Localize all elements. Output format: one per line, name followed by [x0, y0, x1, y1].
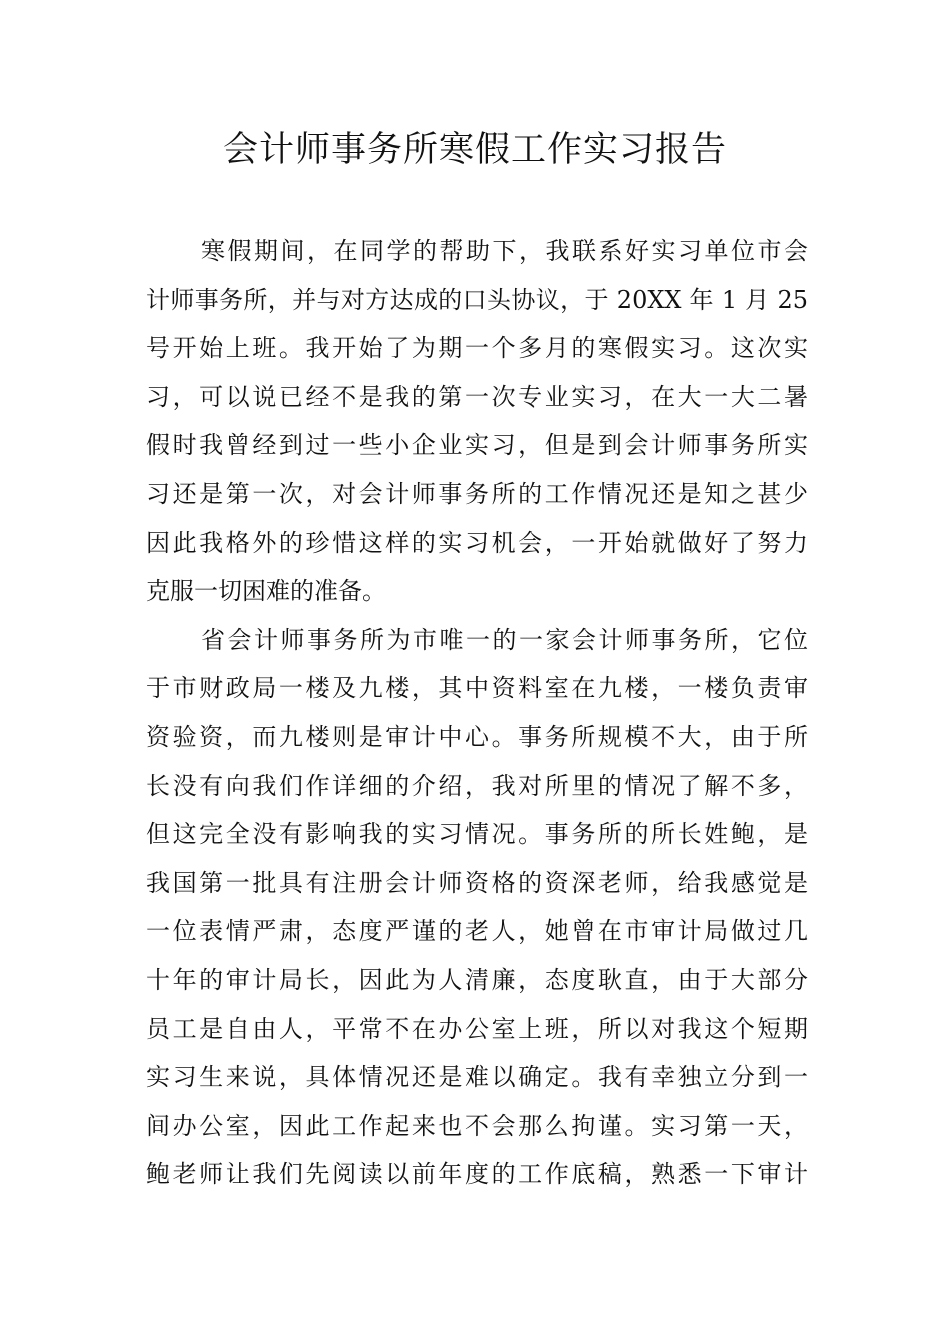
text-line: 于市财政局一楼及九楼，其中资料室在九楼，一楼负责审 — [146, 674, 808, 703]
text-line: 十年的审计局长，因此为人清廉，态度耿直，由于大部分 — [146, 965, 808, 994]
text-line: 长没有向我们作详细的介绍，我对所里的情况了解不多， — [146, 771, 808, 800]
paragraph-2 — [146, 616, 808, 1199]
paragraph-1 — [146, 227, 808, 616]
text-line: 省会计师事务所为市唯一的一家会计师事务所，它位 — [201, 625, 808, 654]
text-line: 鲍老师让我们先阅读以前年度的工作底稿，熟悉一下审计 — [146, 1160, 808, 1189]
text-line: 习还是第一次，对会计师事务所的工作情况还是知之甚少 — [146, 479, 808, 508]
text-line: 假时我曾经到过一些小企业实习，但是到会计师事务所实 — [146, 431, 808, 460]
text-line: 一位表情严肃，态度严谨的老人，她曾在市审计局做过几 — [146, 917, 808, 946]
text-line: 因此我格外的珍惜这样的实习机会，一开始就做好了努力 — [146, 528, 808, 557]
document-title: 会计师事务所寒假工作实习报告 — [222, 130, 727, 170]
text-line: 实习生来说，具体情况还是难以确定。我有幸独立分到一 — [146, 1063, 808, 1092]
document-body — [146, 227, 808, 1199]
text-line: 资验资，而九楼则是审计中心。事务所规模不大，由于所 — [146, 722, 808, 751]
text-line: 我国第一批具有注册会计师资格的资深老师，给我感觉是 — [146, 868, 808, 897]
text-line: 寒假期间，在同学的帮助下，我联系好实习单位市会 — [201, 237, 808, 265]
text-line: 号开始上班。我开始了为期一个多月的寒假实习。这次实 — [146, 334, 808, 363]
text-line: 但这完全没有影响我的实习情况。事务所的所长姓鲍，是 — [146, 820, 808, 849]
text-line: 员工是自由人，平常不在办公室上班，所以对我这个短期 — [146, 1014, 808, 1043]
text-line: 计师事务所，并与对方达成的口头协议，于 20XX 年 1 月 25 — [146, 285, 808, 314]
text-line: 克服一切困难的准备。 — [146, 577, 386, 606]
text-line: 间办公室，因此工作起来也不会那么拘谨。实习第一天， — [146, 1111, 808, 1140]
text-line: 习，可以说已经不是我的第一次专业实习，在大一大二暑 — [146, 382, 808, 411]
